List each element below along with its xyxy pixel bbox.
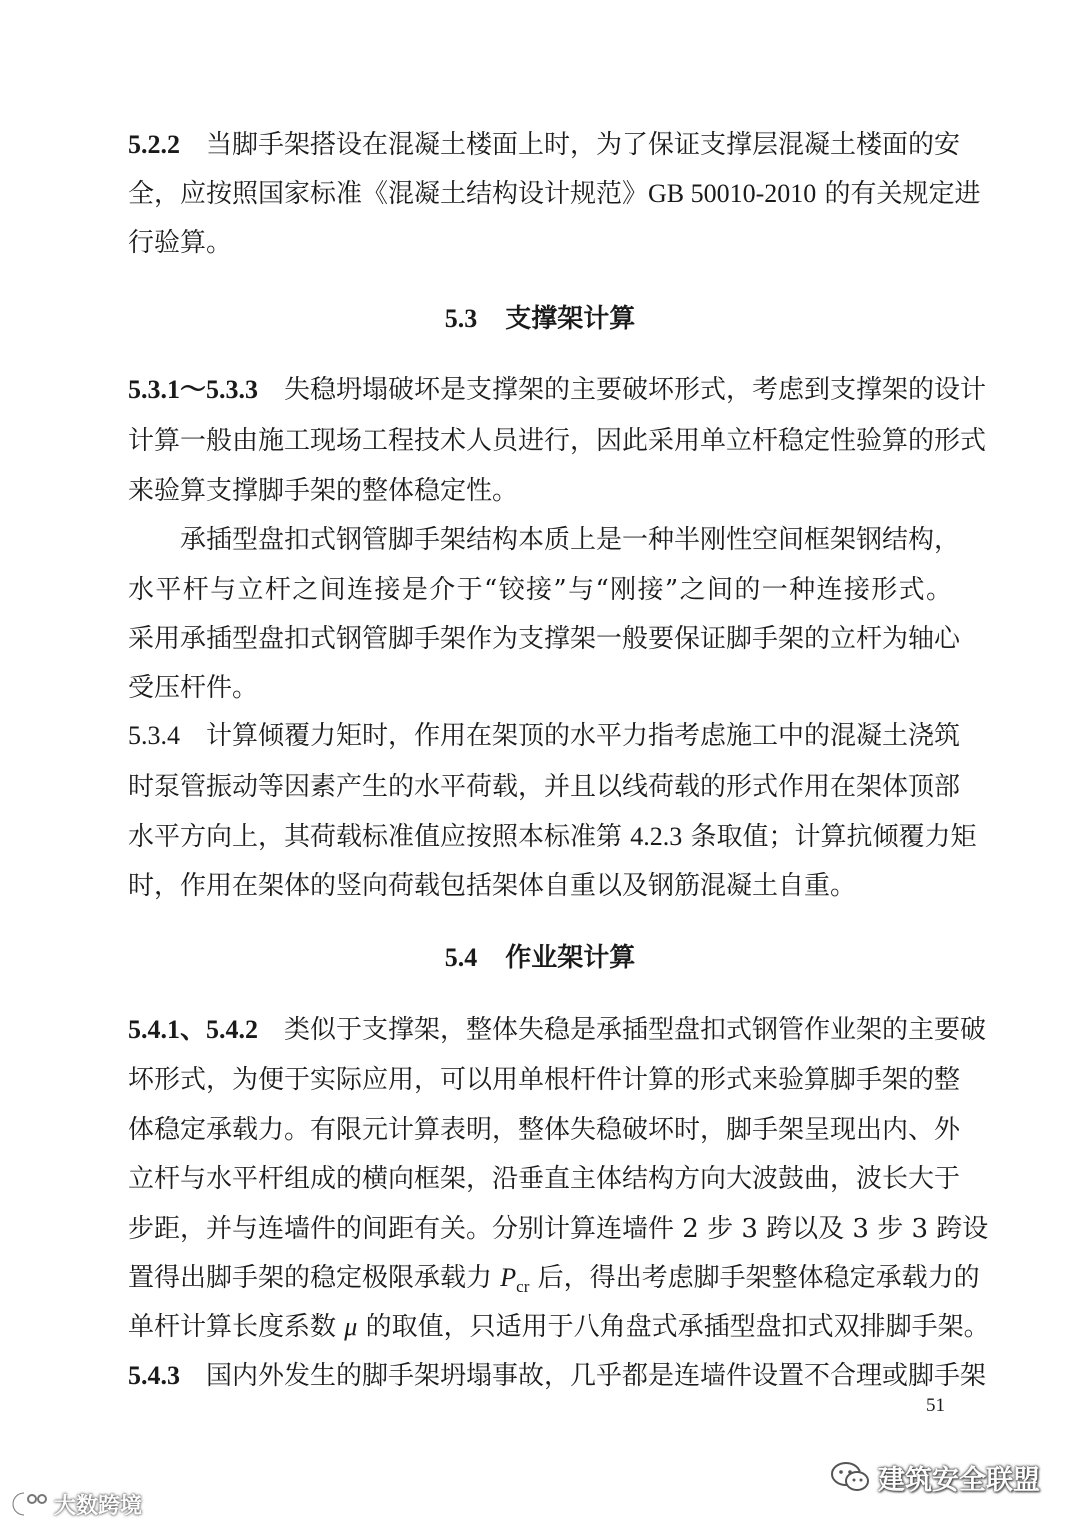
section-heading-5-3: [0, 302, 1080, 336]
symbol-mu: μ: [344, 1312, 358, 1341]
s541-line-4: 立杆与水平杆组成的横向框架，沿垂直主体结构方向大波鼓曲，波长大于: [128, 1164, 961, 1194]
s522-line-2: [128, 177, 981, 211]
s534-line-2: 时泵管振动等因素产生的水平荷载，并且以线荷载的形式作用在架体顶部: [128, 772, 961, 802]
clause-text: 国内外发生的脚手架坍塌事故，几乎都是连墙件设置不合理或脚手架: [206, 1361, 987, 1391]
clause-text: 的取值，只适用于八角盘式承插型盘扣式双排脚手架。: [357, 1312, 990, 1342]
s531-line-2: 计算一般由施工现场工程技术人员进行，因此采用单立杆稳定性验算的形式: [128, 426, 987, 456]
s531-line-1: [128, 373, 987, 407]
s541-line-5: 步距，并与连墙件的间距有关。分别计算连墙件 2 步 3 跨以及 3 步 3 跨设: [128, 1214, 989, 1244]
s531-para2-line-4: 受压杆件。: [128, 673, 259, 703]
clause-text: 类似于支撑架，整体失稳是承插型盘扣式钢管作业架的主要破: [284, 1015, 987, 1045]
wechat-icon: [830, 1460, 870, 1494]
clause-text: 全，应按照国家标准《混凝土结构设计规范》: [128, 179, 649, 209]
s541-line-3: 体稳定承载力。有限元计算表明，整体失稳破坏时，脚手架呈现出内、外: [128, 1115, 961, 1145]
section-title: 作业架计算: [505, 943, 636, 973]
s534-line-1: [128, 719, 961, 753]
clause-text: 水平方向上，其荷载标准值应按照本标准第: [128, 822, 631, 852]
s522-line-1: [128, 128, 961, 162]
watermark-text: 建筑安全联盟: [878, 1464, 1040, 1496]
s541-line-6: [128, 1261, 980, 1304]
clause-text: 后，得出考虑脚手架整体稳定承载力的: [529, 1263, 980, 1293]
s534-line-4: 时，作用在架体的竖向荷载包括架体自重以及钢筋混凝土自重。: [128, 871, 857, 901]
clause-number: 5.2.2: [128, 130, 180, 159]
clause-reference: 4.2.3: [630, 822, 683, 851]
standard-code: GB 50010-2010: [648, 179, 817, 208]
section-number: 5.4: [444, 943, 478, 972]
symbol-p: P: [500, 1263, 517, 1292]
s531-line-3: 来验算支撑脚手架的整体稳定性。: [128, 476, 519, 506]
clause-number: 5.4.1、5.4.2: [128, 1015, 259, 1044]
clause-text: 单杆计算长度系数: [128, 1312, 345, 1342]
s543-line-1: [128, 1359, 987, 1393]
clause-text: 条取值；计算抗倾覆力矩: [682, 822, 977, 852]
clause-number: 5.3.4: [128, 721, 180, 750]
section-number: 5.3: [444, 304, 478, 333]
clause-text: 失稳坍塌破坏是支撑架的主要破坏形式，考虑到支撑架的设计: [284, 375, 987, 405]
s531-para2-line-2: 水平杆与立杆之间连接是介于“铰接”与“刚接”之间的一种连接形式。: [128, 575, 952, 605]
clause-number: 5.4.3: [128, 1361, 180, 1390]
clause-text: 的有关规定进: [816, 179, 981, 209]
clause-text: 当脚手架搭设在混凝土楼面上时，为了保证支撑层混凝土楼面的安: [206, 130, 961, 160]
s522-line-3: 行验算。: [128, 228, 233, 258]
symbol-subscript: cr: [516, 1277, 530, 1297]
section-title: 支撑架计算: [505, 304, 636, 334]
s541-line-1: [128, 1013, 987, 1047]
s531-para2-line-3: 采用承插型盘扣式钢管脚手架作为支撑架一般要保证脚手架的立杆为轴心: [128, 624, 961, 654]
brand-logo-icon: [10, 1489, 50, 1519]
s541-line-7: [128, 1310, 990, 1344]
watermark-text: 大数跨境: [54, 1493, 143, 1519]
watermark-brand: [10, 1487, 142, 1521]
page-number: 51: [926, 1395, 945, 1416]
section-heading-5-4: [0, 941, 1080, 975]
s534-line-3: [128, 820, 977, 854]
s531-para2-line-1: 承插型盘扣式钢管脚手架结构本质上是一种半刚性空间框架钢结构，: [180, 525, 961, 555]
clause-text: 置得出脚手架的稳定极限承载力: [128, 1263, 501, 1293]
watermark-wechat: [830, 1455, 1040, 1499]
clause-text: 计算倾覆力矩时，作用在架顶的水平力指考虑施工中的混凝土浇筑: [206, 721, 961, 751]
s541-line-2: 坏形式，为便于实际应用，可以用单根杆件计算的形式来验算脚手架的整: [128, 1065, 961, 1095]
clause-number: 5.3.1～5.3.3: [128, 375, 259, 404]
